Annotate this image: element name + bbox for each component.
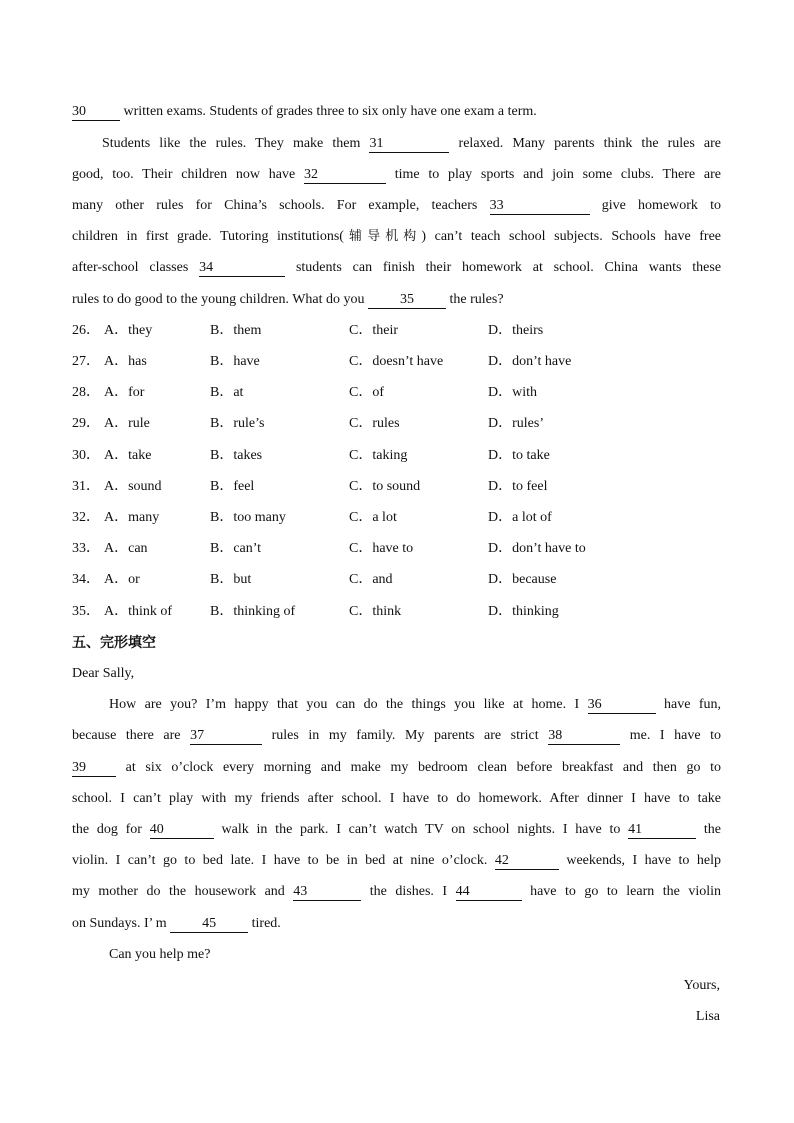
option-b[interactable]: B．too many — [210, 510, 286, 525]
passage-text: good, too. Their children now have — [72, 167, 296, 182]
option-a[interactable]: A．they — [104, 323, 153, 338]
passage-text: children in first grade. Tutoring institutions( — [72, 229, 344, 244]
question-number: 34． — [72, 572, 100, 587]
blank-31[interactable]: 31 — [369, 136, 449, 153]
option-c[interactable]: C．have to — [349, 541, 414, 556]
letter-signature: Lisa — [695, 1009, 720, 1024]
option-d[interactable]: D．don’t have — [488, 354, 572, 369]
blank-45[interactable]: 45 — [170, 916, 248, 933]
blank-34[interactable]: 34 — [199, 260, 285, 277]
blank-44[interactable]: 44 — [456, 884, 522, 901]
question-number: 35． — [72, 604, 100, 619]
blank-30[interactable]: 30 — [72, 104, 120, 121]
option-d[interactable]: D．a lot of — [488, 510, 552, 525]
passage-line-3 — [72, 165, 721, 185]
option-a[interactable]: A．or — [104, 572, 140, 587]
letter-text: the dishes. I — [369, 884, 448, 899]
passage-line-7 — [72, 290, 504, 310]
passage-text: ) can’t teach school subjects. Schools have free — [421, 229, 722, 244]
option-c[interactable]: C．of — [349, 385, 384, 400]
option-d[interactable]: D．thinking — [488, 604, 559, 619]
question-29 — [72, 414, 721, 434]
passage-line-2 — [72, 134, 721, 154]
option-c[interactable]: C．to sound — [349, 479, 421, 494]
option-b[interactable]: B．but — [210, 572, 252, 587]
letter-line-6 — [72, 851, 721, 871]
option-a[interactable]: A．many — [104, 510, 160, 525]
letter-line-3 — [72, 758, 721, 778]
option-c[interactable]: C．doesn’t have — [349, 354, 444, 369]
letter-closing: Yours, — [683, 978, 720, 993]
option-b[interactable]: B．thinking of — [210, 604, 296, 619]
blank-37[interactable]: 37 — [190, 728, 262, 745]
passage-text: rules to do good to the young children. What do you — [72, 292, 365, 307]
option-b[interactable]: B．feel — [210, 479, 255, 494]
letter-line-5 — [72, 820, 721, 840]
question-34 — [72, 570, 721, 590]
option-a[interactable]: A．can — [104, 541, 148, 556]
letter-text: How are you? I’m happy that you can do the things you like at home. I — [109, 697, 580, 712]
letter-line-1 — [72, 695, 721, 715]
option-a[interactable]: A．rule — [104, 416, 150, 431]
passage-text: relaxed. Many parents think the rules are — [458, 136, 722, 151]
letter-line-7 — [72, 882, 721, 902]
blank-35[interactable]: 35 — [368, 292, 446, 309]
blank-43[interactable]: 43 — [293, 884, 361, 901]
letter-text: me. I have to — [629, 728, 722, 743]
blank-32[interactable]: 32 — [304, 167, 386, 184]
option-b[interactable]: B．have — [210, 354, 260, 369]
letter-text: the dog for — [72, 822, 142, 837]
blank-39[interactable]: 39 — [72, 760, 116, 777]
blank-40[interactable]: 40 — [150, 822, 214, 839]
option-b[interactable]: B．takes — [210, 448, 263, 463]
letter-line-9: Can you help me? — [109, 947, 211, 962]
option-c[interactable]: C．their — [349, 323, 398, 338]
question-number: 30． — [72, 448, 100, 463]
option-b[interactable]: B．rule’s — [210, 416, 265, 431]
letter-text: rules in my family. My parents are strict — [271, 728, 539, 743]
letter-text: weekends, I have to help — [566, 853, 721, 868]
option-d[interactable]: D．because — [488, 572, 557, 587]
letter-line-8 — [72, 914, 281, 934]
blank-33[interactable]: 33 — [490, 198, 590, 215]
option-c[interactable]: C．a lot — [349, 510, 397, 525]
letter-text: tired. — [251, 916, 281, 931]
letter-line-2 — [72, 726, 721, 746]
passage-line-1 — [72, 102, 721, 122]
option-d[interactable]: D．rules’ — [488, 416, 544, 431]
option-b[interactable]: B．can’t — [210, 541, 262, 556]
section-heading: 五、完形填空 — [72, 635, 156, 651]
question-28 — [72, 383, 721, 403]
option-a[interactable]: A．has — [104, 354, 147, 369]
question-number: 26． — [72, 323, 100, 338]
blank-38[interactable]: 38 — [548, 728, 620, 745]
passage-text: students can finish their homework at school. China wants these — [295, 260, 722, 275]
letter-greeting: Dear Sally, — [72, 666, 135, 681]
option-a[interactable]: A．for — [104, 385, 145, 400]
letter-text: my mother do the housework and — [72, 884, 285, 899]
question-35 — [72, 602, 721, 622]
option-c[interactable]: C．think — [349, 604, 402, 619]
question-number: 29． — [72, 416, 100, 431]
passage-line-5 — [72, 227, 721, 247]
option-d[interactable]: D．to take — [488, 448, 550, 463]
option-a[interactable]: A．take — [104, 448, 152, 463]
blank-36[interactable]: 36 — [588, 697, 656, 714]
question-number: 31． — [72, 479, 100, 494]
passage-line-4 — [72, 196, 721, 216]
question-number: 27． — [72, 354, 100, 369]
question-33 — [72, 539, 721, 559]
letter-text: on Sundays. I’ m — [72, 916, 167, 931]
passage-text: after-school classes — [72, 260, 189, 275]
option-d[interactable]: D．with — [488, 385, 537, 400]
option-c[interactable]: C．taking — [349, 448, 408, 463]
question-27 — [72, 352, 721, 372]
blank-42[interactable]: 42 — [495, 853, 559, 870]
option-a[interactable]: A．sound — [104, 479, 162, 494]
passage-line-6 — [72, 258, 721, 278]
passage-text: written exams. Students of grades three to six only have one exam a term. — [123, 104, 537, 119]
option-b[interactable]: B．at — [210, 385, 244, 400]
letter-text: at six o’clock every morning and make my bedroom clean before breakfast and then go to — [125, 760, 722, 775]
letter-text: walk in the park. I can’t watch TV on school nights. I have to — [221, 822, 621, 837]
letter-text: the — [703, 822, 722, 837]
question-30 — [72, 446, 721, 466]
question-number: 32． — [72, 510, 100, 525]
letter-text: have fun, — [664, 697, 722, 712]
question-31 — [72, 477, 721, 497]
passage-text: time to play sports and join some clubs. There are — [394, 167, 721, 182]
question-32 — [72, 508, 721, 528]
passage-text: Students like the rules. They make them — [102, 136, 361, 151]
option-b[interactable]: B．them — [210, 323, 262, 338]
letter-text: violin. I can’t go to bed late. I have to be in bed at nine o’clock. — [72, 853, 488, 868]
option-c[interactable]: C．and — [349, 572, 393, 587]
blank-41[interactable]: 41 — [628, 822, 696, 839]
question-number: 33． — [72, 541, 100, 556]
passage-text: the rules? — [449, 292, 504, 307]
letter-text: have to go to learn the violin — [530, 884, 722, 899]
option-a[interactable]: A．think of — [104, 604, 173, 619]
passage-text: many other rules for China’s schools. For example, teachers — [72, 198, 478, 213]
option-c[interactable]: C．rules — [349, 416, 400, 431]
chinese-gloss: 辅导机构 — [343, 229, 422, 244]
question-26 — [72, 321, 721, 341]
letter-line-4 — [72, 789, 721, 809]
option-d[interactable]: D．don’t have to — [488, 541, 586, 556]
question-number: 28． — [72, 385, 100, 400]
letter-text: because there are — [72, 728, 181, 743]
option-d[interactable]: D．theirs — [488, 323, 544, 338]
letter-text: school. I can’t play with my friends after school. I have to do homework. After dinner I have to take — [72, 791, 721, 806]
option-d[interactable]: D．to feel — [488, 479, 548, 494]
passage-text: give homework to — [601, 198, 722, 213]
